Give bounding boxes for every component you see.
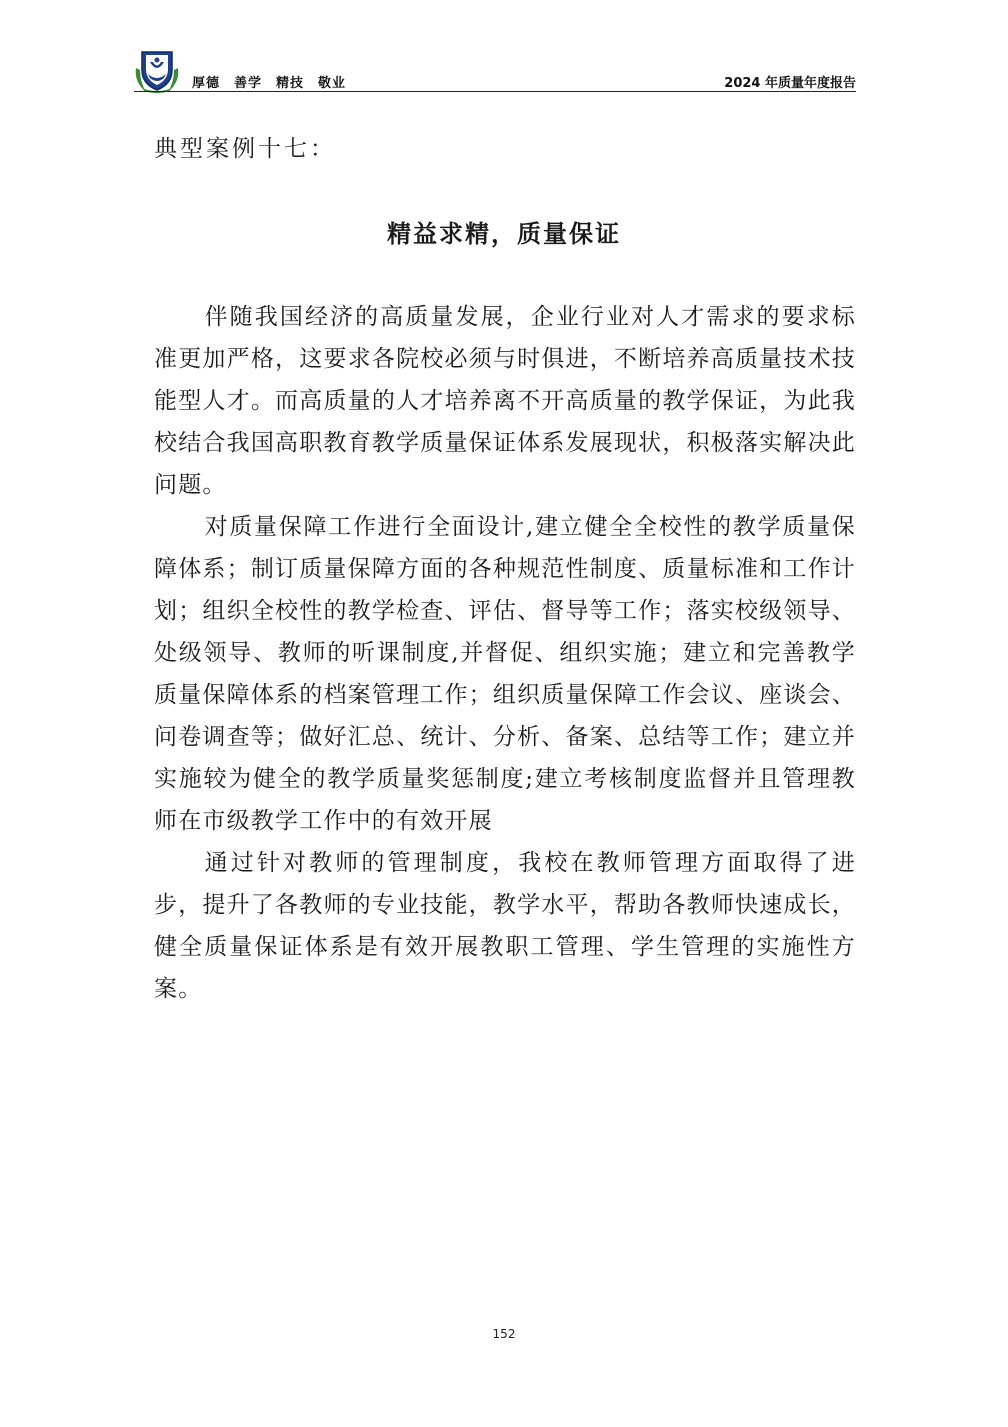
paragraph: 伴随我国经济的高质量发展，企业行业对人才需求的要求标准更加严格，这要求各院校必须与时俱进，不断培养高质量技术技能型人才。而高质量的人才培养离不开高质量的教学保证，为此我校结合我国高职教育教学质量保证体系发展现状，积极落实解决此问题。 — [154, 304, 856, 498]
page-title: 精益求精，质量保证 — [387, 220, 621, 248]
school-motto — [192, 72, 360, 91]
case-label: 典型案例十七： — [154, 136, 336, 162]
motto-word: 精技 — [276, 76, 305, 91]
motto-word: 厚德 — [192, 76, 221, 91]
paragraph: 通过针对教师的管理制度，我校在教师管理方面取得了进步，提升了各教师的专业技能，教学水平，帮助各教师快速成长，健全质量保证体系是有效开展教职工管理、学生管理的实施性方案。 — [154, 850, 856, 1002]
motto-word: 善学 — [234, 76, 263, 91]
report-title: 2024 年质量年度报告 — [724, 76, 856, 91]
body-text — [154, 296, 856, 1010]
paragraph: 对质量保障工作进行全面设计,建立健全全校性的教学质量保障体系；制订质量保障方面的各种规范性制度、质量标准和工作计划；组织全校性的教学检查、评估、督导等工作；落实校级领导、处级领导、教师的听课制度,并督促、组织实施；建立和完善教学质量保障体系的档案管理工作；组织质量保障工作会议、座谈会、问卷调查等；做好汇总、统计、分析、备案、总结等工作；建立并实施较为健全的教学质量奖惩制度;建立考核制度监督并且管理教师在市级教学工作中的有效开展 — [154, 514, 856, 834]
motto-word: 敬业 — [318, 76, 347, 91]
header-divider — [134, 91, 856, 92]
page-header — [134, 48, 856, 92]
page-number: 152 — [492, 1327, 516, 1341]
school-emblem-icon — [134, 48, 180, 94]
